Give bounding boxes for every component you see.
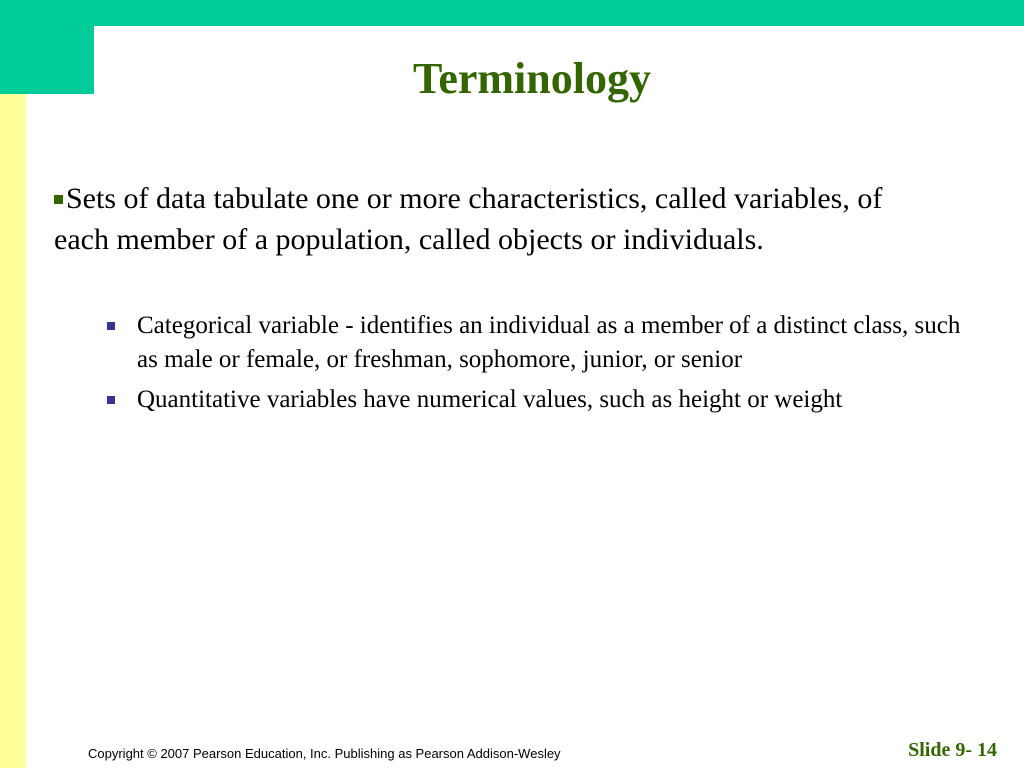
slide-number: Slide 9- 14 (908, 739, 997, 761)
sub-bullet-list (105, 309, 975, 423)
main-bullet-text: Sets of data tabulate one or more characteristics, called variables, of each member of a population, called objects or individuals. (54, 182, 883, 256)
square-bullet-icon (107, 322, 115, 330)
main-bullet-point (54, 178, 934, 260)
slide-title: Terminology (413, 54, 651, 103)
footer-copyright: Copyright © 2007 Pearson Education, Inc. Publishing as Pearson Addison-Wesley (88, 746, 561, 761)
sub-bullet-item (105, 383, 975, 417)
sub-bullet-text: Categorical variable - identifies an individual as a member of a distinct class, such as male or female, or freshman, sophomore, junior, or senior (137, 312, 961, 373)
sub-bullet-item (105, 309, 975, 377)
square-bullet-icon (107, 396, 115, 404)
top-accent-band (0, 0, 1024, 26)
side-accent-band (0, 94, 26, 768)
square-bullet-icon (54, 195, 63, 204)
sub-bullet-text: Quantitative variables have numerical values, such as height or weight (137, 386, 843, 413)
